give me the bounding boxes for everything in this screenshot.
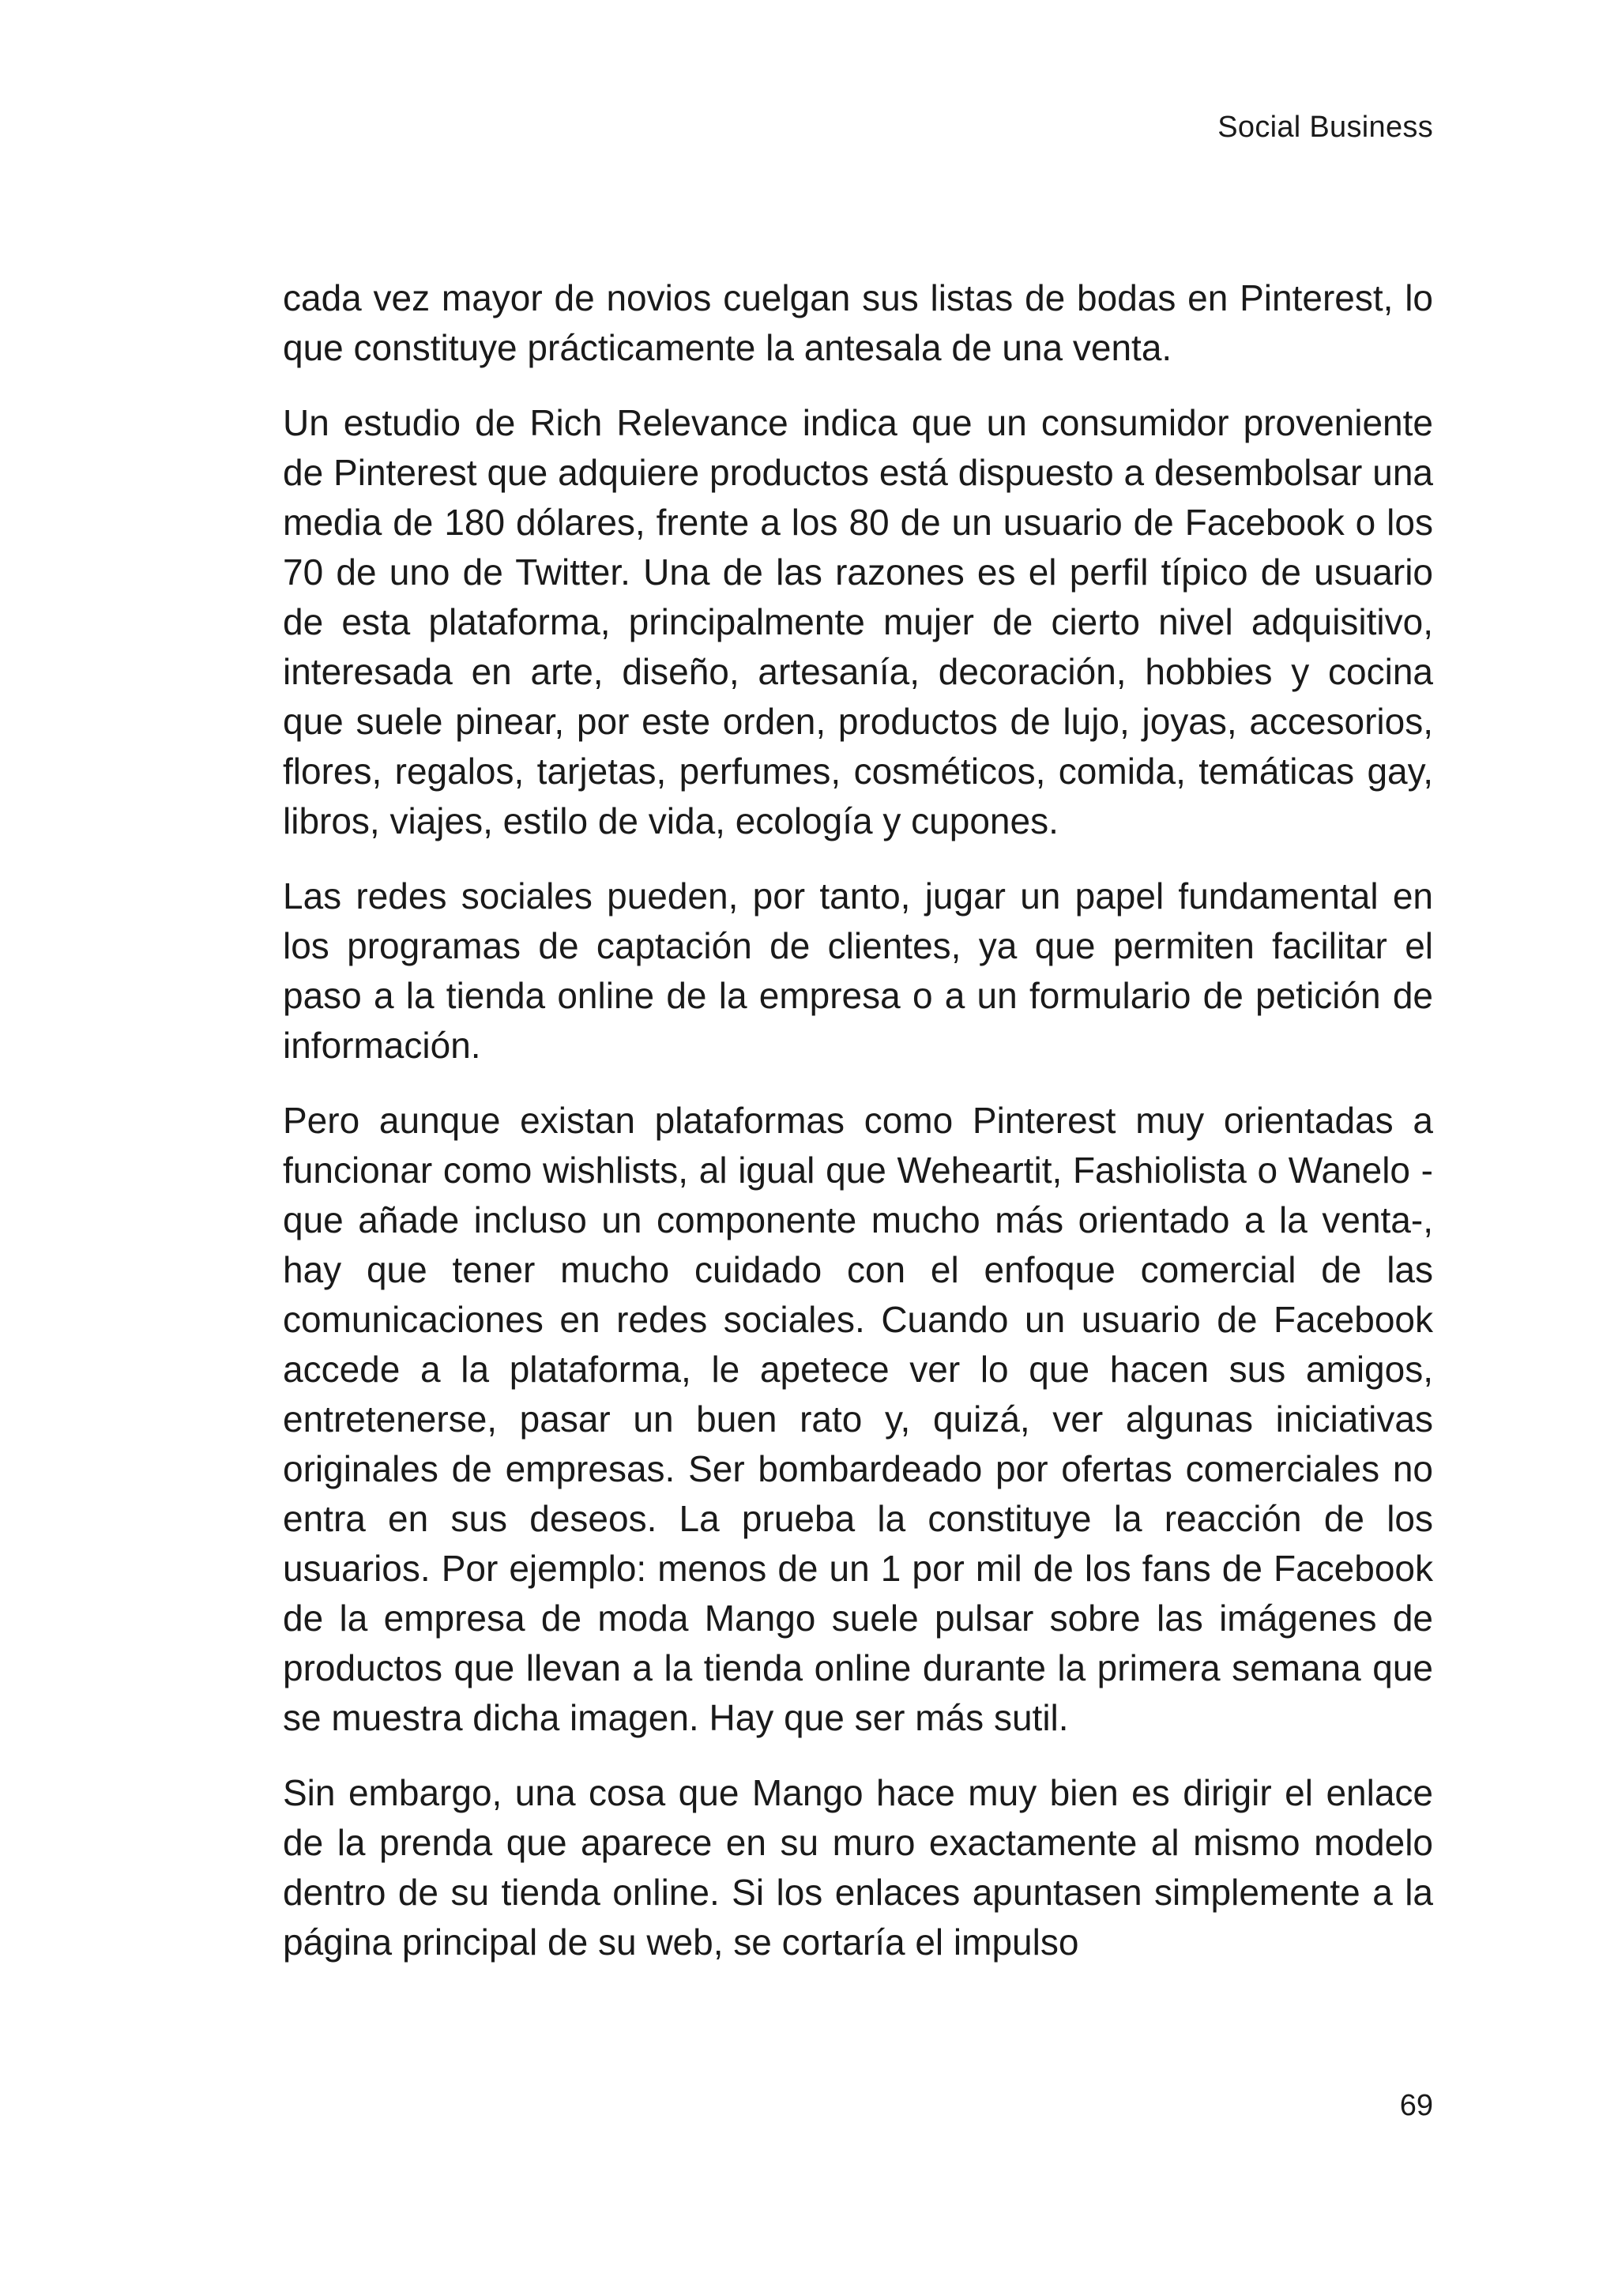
body-text <box>283 273 1433 1993</box>
paragraph-2: Un estudio de Rich Relevance indica que un consumidor proveniente de Pinterest que adquiere productos está dispuesto a desembolsar una media de 180 dólares, frente a los 80 de un usuario de Facebook o los 70 de uno de Twitter. Una de las razones es el perfil típico de usuario de esta plataforma, principalmente mujer de cierto nivel adquisitivo, interesada en arte, diseño, artesanía, decoración, hobbies y cocina que suele pinear, por este orden, productos de lujo, joyas, accesorios, flores, regalos, tarjetas, perfumes, cosméticos, comida, temáticas gay, libros, viajes, estilo de vida, ecología y cupones. <box>283 402 1433 841</box>
page-number: 69 <box>1399 2089 1433 2122</box>
paragraph-1: cada vez mayor de novios cuelgan sus listas de bodas en Pinterest, lo que constituye prácticamente la antesala de una venta. <box>283 277 1433 368</box>
paragraph-4: Pero aunque existan plataformas como Pinterest muy orientadas a funcionar como wishlists, al igual que Weheartit, Fashiolista o Wanelo -que añade incluso un componente mucho más orientado a la venta-, hay que tener mucho cuidado con el enfoque comercial de las comunicaciones en redes sociales. Cuando un usuario de Facebook accede a la plataforma, le apetece ver lo que hacen sus amigos, entretenerse, pasar un buen rato y, quizá, ver algunas iniciativas originales de empresas. Ser bombardeado por ofertas comerciales no entra en sus deseos. La prueba la constituye la reacción de los usuarios. Por ejemplo: menos de un 1 por mil de los fans de Facebook de la empresa de moda Mango suele pulsar sobre las imágenes de productos que llevan a la tienda online durante la primera semana que se muestra dicha imagen. Hay que ser más sutil. <box>283 1100 1433 1738</box>
paragraph-5: Sin embargo, una cosa que Mango hace muy bien es dirigir el enlace de la prenda que aparece en su muro exactamente al mismo modelo dentro de su tienda online. Si los enlaces apuntasen simplemente a la página principal de su web, se cortaría el impulso <box>283 1772 1433 1963</box>
paragraph-3: Las redes sociales pueden, por tanto, jugar un papel fundamental en los programas de captación de clientes, ya que permiten facilitar el paso a la tienda online de la empresa o a un formulario de petición de información. <box>283 875 1433 1066</box>
running-header: Social Business <box>1217 111 1433 144</box>
